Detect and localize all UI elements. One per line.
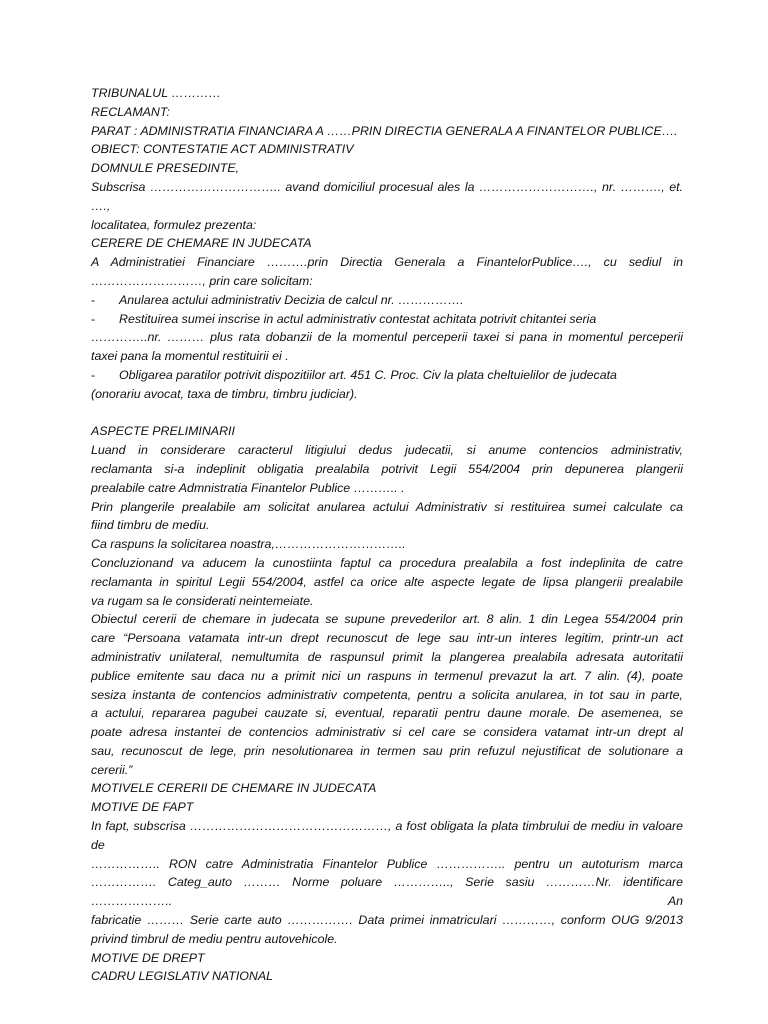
paragraph-line: Ca raspuns la solicitarea noastra,………………………….. <box>91 537 406 552</box>
heading-national: CADRU LEGISLATIV NATIONAL <box>91 969 273 984</box>
paragraph-line: administrativ unilateral, nemultumita de raspunsul primit la plangerea prealabila adresata autoritatii <box>91 649 683 664</box>
request-line: Anularea actului administrativ Decizia de calcul nr. ……………. <box>119 292 464 307</box>
paragraph-line: reclamanta si-a indeplinit obligatia prealabila potrivit Legii 554/2004 prin depunerea plangerii <box>91 461 683 476</box>
paragraph-line: a actului, repararea pagubei cauzate si, eventual, reparatii pentru daune morale. De asemenea, se <box>91 706 683 721</box>
against-line: ………………………, prin care solicitam: <box>91 273 313 288</box>
request-line: Obligarea paratilor potrivit dispozitiilor art. 451 C. Proc. Civ la plata cheltuielilor de judecata <box>119 367 617 382</box>
list-dash: - <box>91 292 96 307</box>
paragraph-line: ……………. Categ_auto ……… Norme poluare ………….., Serie sasiu …………Nr. identificare ……………….. An <box>91 875 683 909</box>
paragraph-line: sesiza instanta de contencios administrativ competenta, pentru a solicita anularea, in tot sau in parte, <box>91 687 683 702</box>
paragraph-line: Obiectul cererii de chemare in judecata se supune prevederilor art. 8 alin. 1 din Legea 554/2004 prin <box>91 612 683 627</box>
paragraph-line: privind timbrul de mediu pentru autovehicole. <box>91 931 338 946</box>
intro-line: Subscrisa ………………………….. avand domiciliul procesual ales la ………………………., nr. ………., et. …., <box>91 179 683 213</box>
defendant-line: PARAT : ADMINISTRATIA FINANCIARA A ……PRIN DIRECTIA GENERALA A FINANTELOR PUBLICE…. <box>91 123 678 138</box>
paragraph-line: reclamanta in spiritul Legii 554/2004, astfel ca orice alte aspecte legate de lipsa plangerii prealabile <box>91 574 683 589</box>
list-dash: - <box>91 367 96 382</box>
request-continuation-line: (onorariu avocat, taxa de timbru, timbru judiciar). <box>91 386 358 401</box>
against-line: A Administratiei Financiare ……….prin Directia Generala a FinantelorPublice…., cu sediul in <box>91 255 683 270</box>
paragraph-line: sau, recunoscut de lege, prin nesolutionarea in termen sau prin refuzul nejustificat de solutionare a <box>91 743 683 758</box>
paragraph-line: cererii.” <box>91 762 133 777</box>
paragraph-line: prealabile catre Admnistratia Finantelor Publice ……….. . <box>91 480 405 495</box>
list-dash: - <box>91 311 96 326</box>
paragraph-line: fabricatie ……… Serie carte auto ……………. Data primei inmatriculari …………, conform OUG 9/2013 <box>91 913 683 928</box>
request-line: Restituirea sumei inscrise in actul administrativ contestat achitata potrivit chitantei seria <box>119 311 597 326</box>
request-item <box>91 310 683 329</box>
request-item <box>91 291 683 310</box>
paragraph-line: va rugam sa le considerati neintemeiate. <box>91 593 314 608</box>
intro-line: localitatea, formulez prezenta: <box>91 217 257 232</box>
paragraph-line: In fapt, subscrisa …………………………………………, a fost obligata la plata timbrului de mediu in valoare de <box>91 819 683 852</box>
plaintiff-line: RECLAMANT: <box>91 104 170 119</box>
paragraph-line: care “Persoana vatamata intr-un drept recunoscut de lege sau intr-un interes legitim, printr-un act <box>91 631 683 646</box>
court-line: TRIBUNALUL ………… <box>91 86 221 100</box>
salutation: DOMNULE PRESEDINTE, <box>91 161 240 176</box>
heading-reasons: MOTIVELE CERERII DE CHEMARE IN JUDECATA <box>91 781 377 796</box>
heading-law: MOTIVE DE DREPT <box>91 950 205 965</box>
request-continuation-line: taxei pana la momentul restituirii ei . <box>91 349 289 364</box>
heading-request: CERERE DE CHEMARE IN JUDECATA <box>91 236 312 251</box>
request-item <box>91 366 683 385</box>
paragraph-line: …………….. RON catre Administratia Finantelor Publice …………….. pentru un autoturism marca <box>91 856 683 871</box>
heading-facts: MOTIVE DE FAPT <box>91 800 194 815</box>
paragraph-line: fiind timbru de mediu. <box>91 518 210 533</box>
paragraph-line: Prin plangerile prealabile am solicitat anularea actului Administrativ si restituirea sumei calculate ca <box>91 499 683 514</box>
paragraph-line: publice emitente sau daca nu a primit nici un raspuns in termenul prevazut la art. 7 alin. (4), poate <box>91 668 683 683</box>
paragraph-line: Concluzionand va aducem la cunostiinta faptul ca procedura prealabila a fost indeplinita de catre <box>91 555 683 570</box>
document-body <box>91 84 683 986</box>
object-line: OBIECT: CONTESTATIE ACT ADMINISTRATIV <box>91 142 354 157</box>
request-continuation-line: …………..nr. ……… plus rata dobanzii de la momentul perceperii taxei si pana in momentul perceperii <box>91 330 683 345</box>
paragraph-gap <box>91 404 683 423</box>
heading-preliminary: ASPECTE PRELIMINARII <box>91 424 235 439</box>
paragraph-line: Luand in considerare caracterul litigiului dedus judecatii, si anume contencios administrativ, <box>91 443 683 458</box>
paragraph-line: poate adresa instantei de contencios administrativ si cel care se considera vatamat intr-un drept al <box>91 725 683 740</box>
